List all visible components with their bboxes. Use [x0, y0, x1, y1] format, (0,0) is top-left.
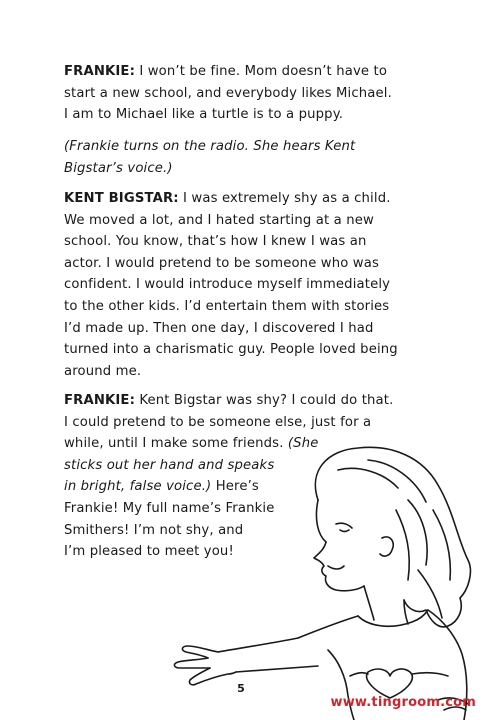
frankie-illustration	[168, 440, 482, 720]
dialogue-line: start a new school, and everybody likes Michael.	[64, 85, 392, 101]
dialogue-kent-bigstar	[64, 188, 398, 382]
dialogue-line: I am to Michael like a turtle is to a puppy.	[64, 107, 344, 123]
dialogue-line: We moved a lot, and I hated starting at a new	[64, 212, 374, 228]
dialogue-line: Here’s	[211, 479, 259, 495]
dialogue-line: while, until I make some friends.	[64, 436, 288, 452]
dialogue-line: Smithers! I’m not shy, and	[64, 522, 244, 538]
dialogue-frankie-1	[64, 61, 392, 126]
dialogue-line: I won’t be fine. Mom doesn’t have to	[135, 64, 388, 79]
dialogue-line: around me.	[64, 363, 142, 379]
speaker-name: FRANKIE:	[64, 64, 136, 79]
speaker-name: FRANKIE:	[64, 393, 136, 408]
dialogue-line: confident. I would introduce myself immediately	[64, 277, 391, 293]
dialogue-line: school. You know, that’s how I knew I was an	[64, 234, 367, 250]
dialogue-line: to the other kids. I’d entertain them with stories	[64, 298, 390, 314]
stage-line: (Frankie turns on the radio. She hears Kent	[64, 139, 356, 154]
page-number: 5	[237, 682, 245, 695]
dialogue-line: Frankie! My full name’s Frankie	[64, 500, 275, 516]
dialogue-line: I’d made up. Then one day, I discovered I had	[64, 320, 374, 336]
watermark-logo: www.tingroom.com	[330, 695, 476, 710]
dialogue-line: I could pretend to be someone else, just for a	[64, 414, 372, 430]
dialogue-line: turned into a charismatic guy. People loved being	[64, 342, 398, 358]
stage-direction-inline: in bright, false voice.)	[64, 479, 212, 495]
stage-line: Bigstar’s voice.)	[64, 160, 173, 176]
dialogue-line: actor. I would pretend to be someone who was	[64, 255, 379, 271]
stage-direction-inline: (She	[287, 436, 319, 452]
stage-direction	[64, 136, 355, 179]
stage-direction-inline: sticks out her hand and speaks	[64, 457, 275, 473]
dialogue-line: I’m pleased to meet you!	[64, 544, 234, 560]
dialogue-line: I was extremely shy as a child.	[178, 191, 391, 206]
speaker-name: KENT BIGSTAR:	[64, 191, 179, 206]
dialogue-line: Kent Bigstar was shy? I could do that.	[135, 393, 394, 408]
